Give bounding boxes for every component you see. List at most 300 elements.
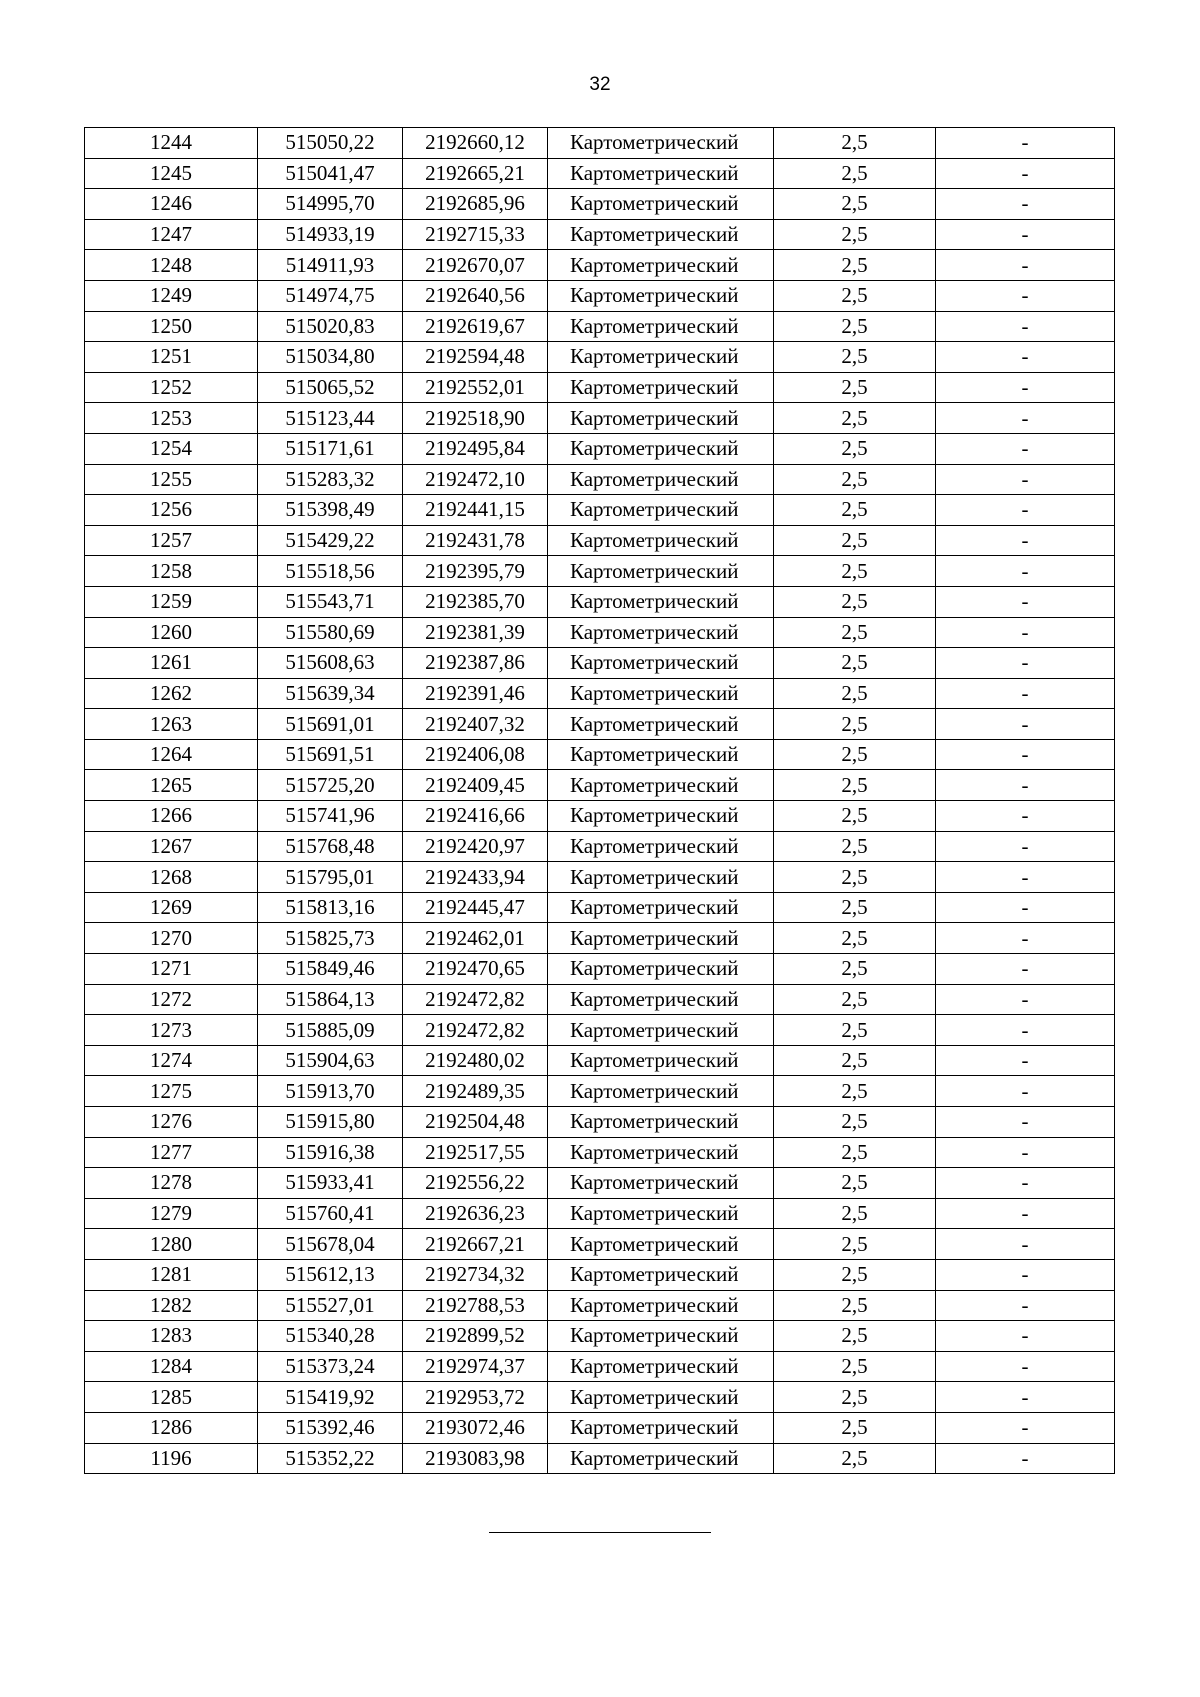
table-row [85,1259,1115,1290]
accuracy-cell: 2,5 [774,403,936,434]
point-number-cell: 1259 [85,586,258,617]
point-number-cell: 1273 [85,1015,258,1046]
accuracy-cell: 2,5 [774,984,936,1015]
point-number-cell: 1267 [85,831,258,862]
accuracy-cell: 2,5 [774,586,936,617]
accuracy-cell: 2,5 [774,709,936,740]
y-coordinate-cell: 2192670,07 [403,250,548,281]
table-row [85,1076,1115,1107]
table-row [85,280,1115,311]
note-cell: - [936,709,1115,740]
accuracy-cell: 2,5 [774,617,936,648]
accuracy-cell: 2,5 [774,372,936,403]
accuracy-cell: 2,5 [774,678,936,709]
method-cell: Картометрический [548,1412,774,1443]
coordinates-table [84,127,1115,1474]
y-coordinate-cell: 2192472,10 [403,464,548,495]
method-cell: Картометрический [548,1076,774,1107]
table-row [85,954,1115,985]
x-coordinate-cell: 515283,32 [258,464,403,495]
y-coordinate-cell: 2192899,52 [403,1321,548,1352]
x-coordinate-cell: 515795,01 [258,862,403,893]
method-cell: Картометрический [548,678,774,709]
y-coordinate-cell: 2192953,72 [403,1382,548,1413]
point-number-cell: 1285 [85,1382,258,1413]
x-coordinate-cell: 514933,19 [258,219,403,250]
method-cell: Картометрический [548,1107,774,1138]
method-cell: Картометрический [548,556,774,587]
y-coordinate-cell: 2192504,48 [403,1107,548,1138]
point-number-cell: 1249 [85,280,258,311]
x-coordinate-cell: 515691,51 [258,739,403,770]
accuracy-cell: 2,5 [774,739,936,770]
note-cell: - [936,128,1115,159]
point-number-cell: 1269 [85,892,258,923]
accuracy-cell: 2,5 [774,128,936,159]
note-cell: - [936,403,1115,434]
point-number-cell: 1251 [85,342,258,373]
method-cell: Картометрический [548,464,774,495]
y-coordinate-cell: 2192667,21 [403,1229,548,1260]
point-number-cell: 1277 [85,1137,258,1168]
table-row [85,862,1115,893]
table-row [85,1229,1115,1260]
table-row [85,219,1115,250]
method-cell: Картометрический [548,862,774,893]
point-number-cell: 1278 [85,1168,258,1199]
table-row [85,433,1115,464]
point-number-cell: 1268 [85,862,258,893]
point-number-cell: 1263 [85,709,258,740]
note-cell: - [936,525,1115,556]
x-coordinate-cell: 515915,80 [258,1107,403,1138]
point-number-cell: 1250 [85,311,258,342]
table-row [85,648,1115,679]
method-cell: Картометрический [548,189,774,220]
accuracy-cell: 2,5 [774,1107,936,1138]
point-number-cell: 1196 [85,1443,258,1474]
table-row [85,189,1115,220]
y-coordinate-cell: 2192517,55 [403,1137,548,1168]
method-cell: Картометрический [548,739,774,770]
table-row [85,311,1115,342]
point-number-cell: 1270 [85,923,258,954]
method-cell: Картометрический [548,311,774,342]
table-row [85,770,1115,801]
point-number-cell: 1244 [85,128,258,159]
method-cell: Картометрический [548,1168,774,1199]
x-coordinate-cell: 514995,70 [258,189,403,220]
point-number-cell: 1281 [85,1259,258,1290]
note-cell: - [936,770,1115,801]
y-coordinate-cell: 2192462,01 [403,923,548,954]
method-cell: Картометрический [548,342,774,373]
y-coordinate-cell: 2192472,82 [403,1015,548,1046]
method-cell: Картометрический [548,1259,774,1290]
y-coordinate-cell: 2192715,33 [403,219,548,250]
method-cell: Картометрический [548,433,774,464]
accuracy-cell: 2,5 [774,342,936,373]
point-number-cell: 1261 [85,648,258,679]
y-coordinate-cell: 2192445,47 [403,892,548,923]
y-coordinate-cell: 2192788,53 [403,1290,548,1321]
accuracy-cell: 2,5 [774,1168,936,1199]
x-coordinate-cell: 515398,49 [258,495,403,526]
point-number-cell: 1264 [85,739,258,770]
accuracy-cell: 2,5 [774,1137,936,1168]
point-number-cell: 1284 [85,1351,258,1382]
x-coordinate-cell: 515913,70 [258,1076,403,1107]
method-cell: Картометрический [548,1198,774,1229]
method-cell: Картометрический [548,892,774,923]
table-row [85,464,1115,495]
note-cell: - [936,1229,1115,1260]
method-cell: Картометрический [548,525,774,556]
y-coordinate-cell: 2192431,78 [403,525,548,556]
x-coordinate-cell: 515639,34 [258,678,403,709]
table-row [85,678,1115,709]
table-row [85,1443,1115,1474]
accuracy-cell: 2,5 [774,1351,936,1382]
accuracy-cell: 2,5 [774,1045,936,1076]
method-cell: Картометрический [548,1321,774,1352]
method-cell: Картометрический [548,954,774,985]
note-cell: - [936,678,1115,709]
point-number-cell: 1283 [85,1321,258,1352]
x-coordinate-cell: 515527,01 [258,1290,403,1321]
y-coordinate-cell: 2192406,08 [403,739,548,770]
note-cell: - [936,1015,1115,1046]
x-coordinate-cell: 515065,52 [258,372,403,403]
method-cell: Картометрический [548,831,774,862]
table-row [85,739,1115,770]
y-coordinate-cell: 2192385,70 [403,586,548,617]
note-cell: - [936,1045,1115,1076]
accuracy-cell: 2,5 [774,1382,936,1413]
x-coordinate-cell: 515768,48 [258,831,403,862]
method-cell: Картометрический [548,158,774,189]
y-coordinate-cell: 2192420,97 [403,831,548,862]
y-coordinate-cell: 2192594,48 [403,342,548,373]
method-cell: Картометрический [548,280,774,311]
table-row [85,1290,1115,1321]
x-coordinate-cell: 515904,63 [258,1045,403,1076]
accuracy-cell: 2,5 [774,250,936,281]
table-row [85,342,1115,373]
note-cell: - [936,617,1115,648]
method-cell: Картометрический [548,1045,774,1076]
x-coordinate-cell: 515933,41 [258,1168,403,1199]
table-row [85,1198,1115,1229]
x-coordinate-cell: 515678,04 [258,1229,403,1260]
x-coordinate-cell: 515020,83 [258,311,403,342]
y-coordinate-cell: 2192441,15 [403,495,548,526]
note-cell: - [936,1168,1115,1199]
note-cell: - [936,342,1115,373]
note-cell: - [936,280,1115,311]
y-coordinate-cell: 2192660,12 [403,128,548,159]
coordinates-table-body [85,128,1115,1474]
x-coordinate-cell: 515518,56 [258,556,403,587]
accuracy-cell: 2,5 [774,1229,936,1260]
y-coordinate-cell: 2192556,22 [403,1168,548,1199]
method-cell: Картометрический [548,648,774,679]
table-row [85,556,1115,587]
note-cell: - [936,556,1115,587]
y-coordinate-cell: 2192974,37 [403,1351,548,1382]
table-row [85,1107,1115,1138]
point-number-cell: 1286 [85,1412,258,1443]
table-row [85,1412,1115,1443]
point-number-cell: 1276 [85,1107,258,1138]
note-cell: - [936,433,1115,464]
point-number-cell: 1265 [85,770,258,801]
table-row [85,525,1115,556]
note-cell: - [936,892,1115,923]
y-coordinate-cell: 2192433,94 [403,862,548,893]
x-coordinate-cell: 515580,69 [258,617,403,648]
note-cell: - [936,801,1115,832]
point-number-cell: 1257 [85,525,258,556]
y-coordinate-cell: 2192552,01 [403,372,548,403]
note-cell: - [936,495,1115,526]
accuracy-cell: 2,5 [774,648,936,679]
note-cell: - [936,1259,1115,1290]
note-cell: - [936,831,1115,862]
accuracy-cell: 2,5 [774,831,936,862]
x-coordinate-cell: 515725,20 [258,770,403,801]
accuracy-cell: 2,5 [774,1259,936,1290]
point-number-cell: 1248 [85,250,258,281]
method-cell: Картометрический [548,1229,774,1260]
accuracy-cell: 2,5 [774,1290,936,1321]
table-row [85,372,1115,403]
point-number-cell: 1252 [85,372,258,403]
footer-rule [489,1532,711,1533]
table-row [85,158,1115,189]
x-coordinate-cell: 515612,13 [258,1259,403,1290]
point-number-cell: 1245 [85,158,258,189]
y-coordinate-cell: 2192381,39 [403,617,548,648]
x-coordinate-cell: 515760,41 [258,1198,403,1229]
note-cell: - [936,189,1115,220]
x-coordinate-cell: 515691,01 [258,709,403,740]
note-cell: - [936,923,1115,954]
y-coordinate-cell: 2192416,66 [403,801,548,832]
method-cell: Картометрический [548,801,774,832]
x-coordinate-cell: 515608,63 [258,648,403,679]
accuracy-cell: 2,5 [774,556,936,587]
note-cell: - [936,1290,1115,1321]
accuracy-cell: 2,5 [774,1015,936,1046]
x-coordinate-cell: 515741,96 [258,801,403,832]
table-row [85,831,1115,862]
accuracy-cell: 2,5 [774,892,936,923]
method-cell: Картометрический [548,1015,774,1046]
accuracy-cell: 2,5 [774,219,936,250]
accuracy-cell: 2,5 [774,280,936,311]
note-cell: - [936,1412,1115,1443]
method-cell: Картометрический [548,1137,774,1168]
method-cell: Картометрический [548,403,774,434]
x-coordinate-cell: 515849,46 [258,954,403,985]
note-cell: - [936,739,1115,770]
point-number-cell: 1280 [85,1229,258,1260]
table-row [85,801,1115,832]
x-coordinate-cell: 515916,38 [258,1137,403,1168]
y-coordinate-cell: 2192407,32 [403,709,548,740]
x-coordinate-cell: 515864,13 [258,984,403,1015]
table-row [85,1015,1115,1046]
accuracy-cell: 2,5 [774,801,936,832]
y-coordinate-cell: 2192489,35 [403,1076,548,1107]
x-coordinate-cell: 515392,46 [258,1412,403,1443]
accuracy-cell: 2,5 [774,158,936,189]
table-row [85,1351,1115,1382]
y-coordinate-cell: 2192472,82 [403,984,548,1015]
x-coordinate-cell: 515885,09 [258,1015,403,1046]
table-row [85,709,1115,740]
table-row [85,923,1115,954]
y-coordinate-cell: 2192665,21 [403,158,548,189]
note-cell: - [936,648,1115,679]
y-coordinate-cell: 2192636,23 [403,1198,548,1229]
note-cell: - [936,311,1115,342]
x-coordinate-cell: 515034,80 [258,342,403,373]
method-cell: Картометрический [548,128,774,159]
y-coordinate-cell: 2192480,02 [403,1045,548,1076]
accuracy-cell: 2,5 [774,954,936,985]
accuracy-cell: 2,5 [774,862,936,893]
method-cell: Картометрический [548,586,774,617]
accuracy-cell: 2,5 [774,464,936,495]
method-cell: Картометрический [548,372,774,403]
y-coordinate-cell: 2193072,46 [403,1412,548,1443]
method-cell: Картометрический [548,923,774,954]
method-cell: Картометрический [548,1382,774,1413]
note-cell: - [936,1198,1115,1229]
x-coordinate-cell: 515123,44 [258,403,403,434]
x-coordinate-cell: 515813,16 [258,892,403,923]
x-coordinate-cell: 515543,71 [258,586,403,617]
point-number-cell: 1258 [85,556,258,587]
point-number-cell: 1256 [85,495,258,526]
accuracy-cell: 2,5 [774,1321,936,1352]
point-number-cell: 1253 [85,403,258,434]
table-row [85,1045,1115,1076]
y-coordinate-cell: 2192640,56 [403,280,548,311]
accuracy-cell: 2,5 [774,1412,936,1443]
method-cell: Картометрический [548,617,774,648]
x-coordinate-cell: 515429,22 [258,525,403,556]
method-cell: Картометрический [548,219,774,250]
note-cell: - [936,1351,1115,1382]
method-cell: Картометрический [548,709,774,740]
x-coordinate-cell: 515340,28 [258,1321,403,1352]
y-coordinate-cell: 2192734,32 [403,1259,548,1290]
x-coordinate-cell: 514911,93 [258,250,403,281]
table-row [85,617,1115,648]
point-number-cell: 1255 [85,464,258,495]
point-number-cell: 1254 [85,433,258,464]
method-cell: Картометрический [548,250,774,281]
point-number-cell: 1266 [85,801,258,832]
point-number-cell: 1272 [85,984,258,1015]
method-cell: Картометрический [548,770,774,801]
accuracy-cell: 2,5 [774,923,936,954]
table-row [85,495,1115,526]
accuracy-cell: 2,5 [774,1076,936,1107]
table-row [85,1168,1115,1199]
note-cell: - [936,372,1115,403]
y-coordinate-cell: 2192391,46 [403,678,548,709]
method-cell: Картометрический [548,495,774,526]
note-cell: - [936,158,1115,189]
y-coordinate-cell: 2192495,84 [403,433,548,464]
note-cell: - [936,464,1115,495]
note-cell: - [936,1107,1115,1138]
table-row [85,403,1115,434]
point-number-cell: 1274 [85,1045,258,1076]
accuracy-cell: 2,5 [774,525,936,556]
y-coordinate-cell: 2192387,86 [403,648,548,679]
accuracy-cell: 2,5 [774,1443,936,1474]
x-coordinate-cell: 515050,22 [258,128,403,159]
table-row [85,250,1115,281]
note-cell: - [936,1443,1115,1474]
note-cell: - [936,1382,1115,1413]
accuracy-cell: 2,5 [774,433,936,464]
accuracy-cell: 2,5 [774,770,936,801]
note-cell: - [936,586,1115,617]
note-cell: - [936,1076,1115,1107]
method-cell: Картометрический [548,984,774,1015]
x-coordinate-cell: 515825,73 [258,923,403,954]
point-number-cell: 1282 [85,1290,258,1321]
table-row [85,1137,1115,1168]
note-cell: - [936,862,1115,893]
point-number-cell: 1262 [85,678,258,709]
x-coordinate-cell: 514974,75 [258,280,403,311]
point-number-cell: 1246 [85,189,258,220]
y-coordinate-cell: 2192685,96 [403,189,548,220]
accuracy-cell: 2,5 [774,495,936,526]
method-cell: Картометрический [548,1443,774,1474]
y-coordinate-cell: 2192619,67 [403,311,548,342]
table-row [85,892,1115,923]
x-coordinate-cell: 515373,24 [258,1351,403,1382]
accuracy-cell: 2,5 [774,1198,936,1229]
y-coordinate-cell: 2193083,98 [403,1443,548,1474]
point-number-cell: 1247 [85,219,258,250]
note-cell: - [936,984,1115,1015]
point-number-cell: 1275 [85,1076,258,1107]
table-row [85,1382,1115,1413]
x-coordinate-cell: 515419,92 [258,1382,403,1413]
accuracy-cell: 2,5 [774,189,936,220]
table-row [85,586,1115,617]
x-coordinate-cell: 515352,22 [258,1443,403,1474]
x-coordinate-cell: 515171,61 [258,433,403,464]
x-coordinate-cell: 515041,47 [258,158,403,189]
table-row [85,128,1115,159]
accuracy-cell: 2,5 [774,311,936,342]
y-coordinate-cell: 2192518,90 [403,403,548,434]
method-cell: Картометрический [548,1351,774,1382]
page-number: 32 [589,74,611,95]
note-cell: - [936,219,1115,250]
y-coordinate-cell: 2192470,65 [403,954,548,985]
